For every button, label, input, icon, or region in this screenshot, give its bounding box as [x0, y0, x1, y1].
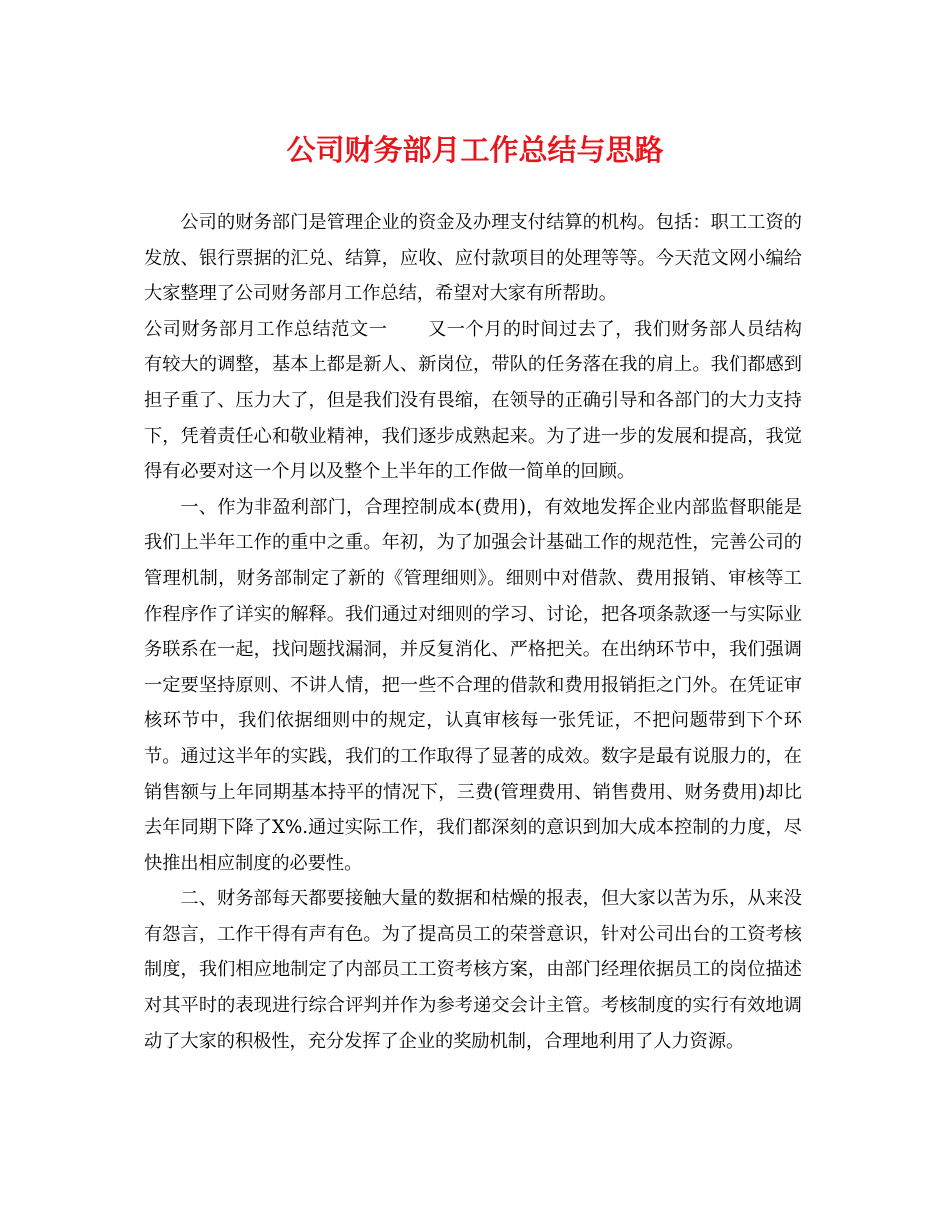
document-body — [144, 205, 802, 1059]
section-paragraph — [144, 312, 802, 490]
paragraph-two: 二、财务部每天都要接触大量的数据和枯燥的报表，但大家以苦为乐，从来没有怨言，工作干得有声有色。为了提高员工的荣誉意识，针对公司出台的工资考核制度，我们相应地制定了内部员工工资考核方案，由部门经理依据员工的岗位描述对其平时的表现进行综合评判并作为参考递交会计主管。考核制度的实行有效地调动了大家的积极性，充分发挥了企业的奖励机制，合理地利用了人力资源。 — [144, 888, 802, 1052]
intro-paragraph: 公司的财务部门是管理企业的资金及办理支付结算的机构。包括：职工工资的发放、银行票据的汇兑、结算，应收、应付款项目的处理等等。今天范文网小编给大家整理了公司财务部月工作总结，希望对大家有所帮助。 — [144, 212, 802, 305]
section-label: 公司财务部月工作总结范文一 — [144, 318, 388, 340]
document-title: 公司财务部月工作总结与思路 — [286, 133, 664, 167]
section-text: 又一个月的时间过去了，我们财务部人员结构有较大的调整，基本上都是新人、新岗位，带队的任务落在我的肩上。我们都感到担子重了、压力大了，但是我们没有畏缩，在领导的正确引导和各部门的大力支持下，凭着责任心和敬业精神，我们逐步成熟起来。为了进一步的发展和提高，我觉得有必要对这一个月以及整个上半年的工作做一简单的回顾。 — [144, 318, 802, 483]
paragraph-one: 一、作为非盈利部门，合理控制成本(费用)，有效地发挥企业内部监督职能是我们上半年工作的重中之重。年初，为了加强会计基础工作的规范性，完善公司的管理机制，财务部制定了新的《管理细则》。细则中对借款、费用报销、审核等工作程序作了详实的解释。我们通过对细则的学习、讨论，把各项条款逐一与实际业务联系在一起，找问题找漏洞，并反复消化、严格把关。在出纳环节中，我们强调一定要坚持原则、不讲人情，把一些不合理的借款和费用报销拒之门外。在凭证审核环节中，我们依据细则中的规定，认真审核每一张凭证，不把问题带到下个环节。通过这半年的实践，我们的工作取得了显著的成效。数字是最有说服力的，在销售额与上年同期基本持平的情况下，三费(管理费用、销售费用、财务费用)却比去年同期下降了X%.通过实际工作，我们都深刻的意识到加大成本控制的力度，尽快推出相应制度的必要性。 — [144, 496, 802, 874]
